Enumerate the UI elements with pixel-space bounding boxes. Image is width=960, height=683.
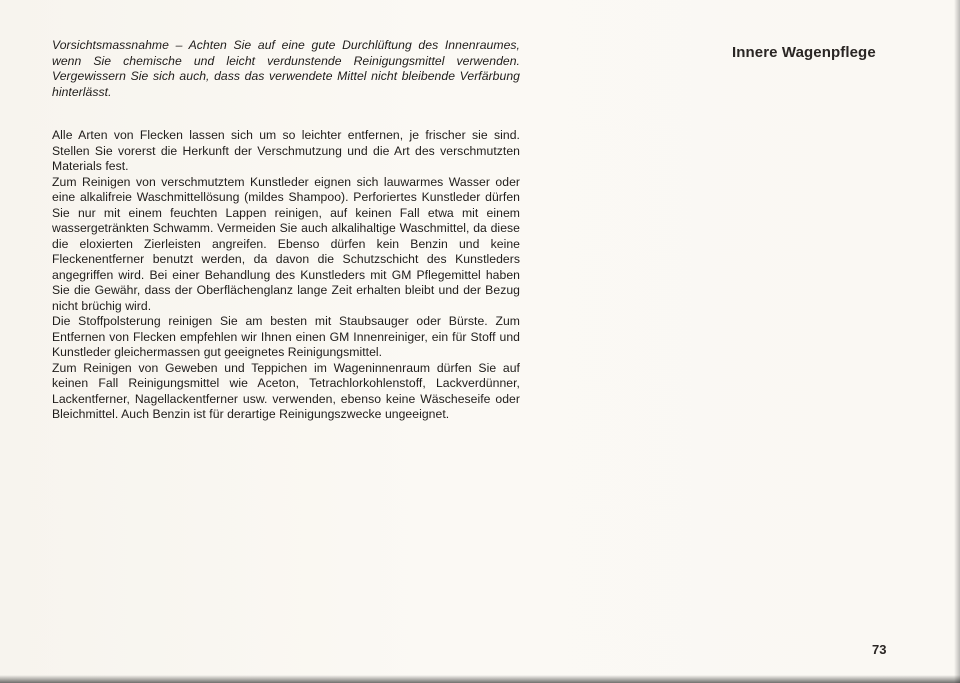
caution-note: Vorsichtsmassnahme – Achten Sie auf eine gute Durchlüftung des Innenraumes, wenn Sie chemische und leicht verdunstende Reinigungsmittel verwenden. Vergewissern Sie sich auch, dass das verwendete Mittel nicht bleibende Verfärbung hinterlässt. [52, 38, 520, 99]
page-edge-shadow [954, 0, 960, 683]
paragraph-synthetic-leather: Zum Reinigen von verschmutztem Kunstleder eignen sich lauwarmes Wasser oder eine alkalifreie Waschmittellösung (mildes Shampoo). Perforiertes Kunstleder dürfen Sie nur mit einem feuchten Lappen reinigen, auf keinen Fall etwa mit einem wassergetränkten Schwamm. Vermeiden Sie auch alkalihaltige Waschmittel, da diese die eloxierten Zierleisten angreifen. Ebenso dürfen kein Benzin und keine Fleckenentferner benutzt werden, da davon die Schutzschicht des Kunstleders angegriffen wird. Bei einer Behandlung des Kunstleders mit GM Pflegemittel haben Sie die Gewähr, dass der Oberflächenglanz lange Zeit erhalten bleibt und der Bezug nicht brüchig wird. [52, 174, 520, 313]
paragraph-fabrics-carpets: Zum Reinigen von Geweben und Teppichen im Wageninnenraum dürfen Sie auf keinen Fall Reinigungsmittel wie Aceton, Tetrachlorkohlenstoff, Lackverdünner, Lackentferner, Nagellackentferner usw. verwenden, ebenso keine Wäscheseife oder Bleichmittel. Auch Benzin ist für derartige Reinigungszwecke ungeeignet. [52, 360, 520, 421]
body-text [52, 128, 520, 423]
paragraph-stains: Alle Arten von Flecken lassen sich um so leichter entfernen, je frischer sie sind. Stellen Sie vorerst die Herkunft der Verschmutzung und die Art des verschmutzten Materials fest. [52, 128, 520, 173]
section-title: Innere Wagenpflege [732, 44, 876, 61]
page-number: 73 [872, 642, 887, 657]
page-bottom-shadow [0, 675, 960, 683]
paragraph-upholstery: Die Stoffpolsterung reinigen Sie am besten mit Staubsauger oder Bürste. Zum Entfernen von Flecken empfehlen wir Ihnen einen GM Innenreiniger, ein für Stoff und Kunstleder gleichermassen gut geeignetes Reinigungsmittel. [52, 314, 520, 359]
